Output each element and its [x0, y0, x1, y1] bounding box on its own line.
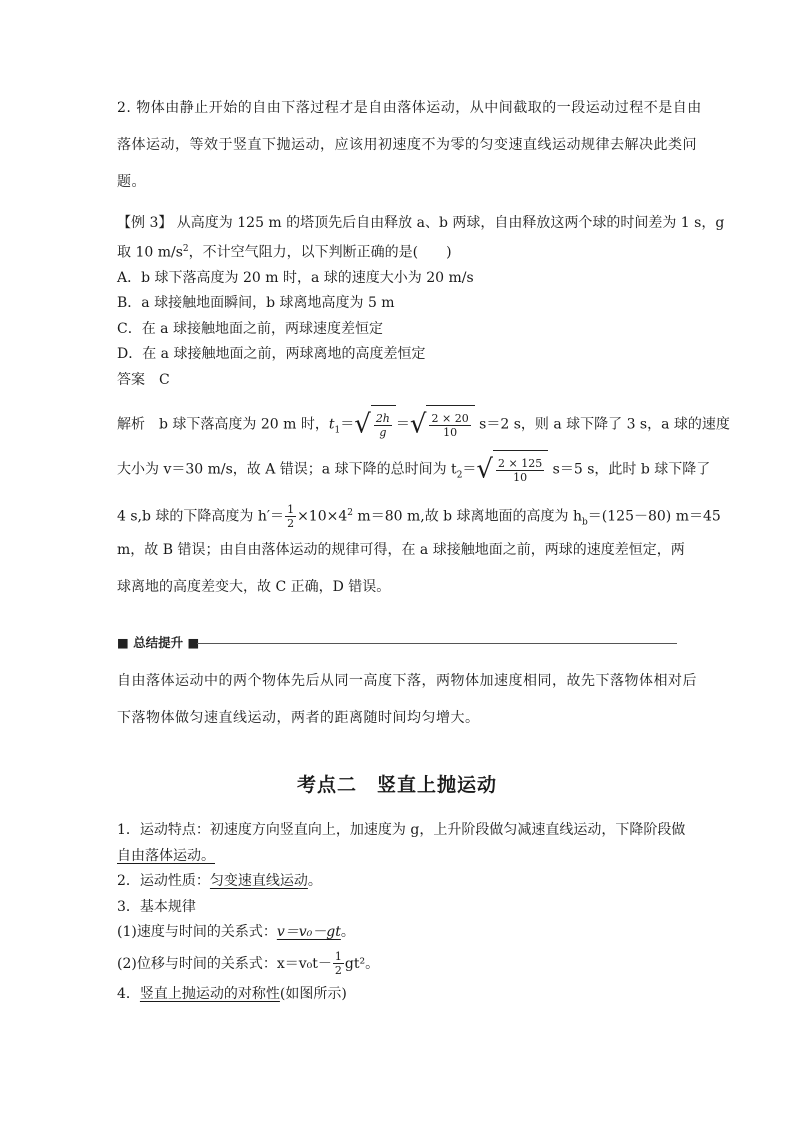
point-4: 4．竖直上抛运动的对称性(如图所示) — [117, 985, 347, 1002]
solution-line-5: 球离地的高度差变大，故 C 正确，D 错误。 — [117, 579, 391, 595]
section-title: 考点二 竖直上抛运动 — [296, 774, 497, 796]
point-1-line-2: 自由落体运动。 — [117, 847, 215, 864]
example-3 — [117, 211, 725, 393]
option-a: A．b 球下落高度为 20 m 时，a 球的速度大小为 20 m/s — [117, 269, 474, 286]
sqrt-2h-over-g: √ $\frac{2h}{g}$ — [354, 405, 396, 444]
option-d: D．在 a 球接触地面之前，两球离地的高度差恒定 — [117, 346, 426, 363]
summary-divider — [197, 643, 677, 644]
point-2: 2．运动性质：匀变速直线运动。 — [117, 873, 322, 889]
solution — [117, 405, 730, 606]
note-2 — [117, 90, 702, 201]
summary-header — [117, 633, 677, 653]
example-question-line-2: 取 10 $m/s^2$，不计空气阻力，以下判断正确的是( ) — [117, 243, 452, 261]
solution-line-3: 4 s,b 球的下降高度为 h′＝ $\frac{1}{2}$ $\times 10\times 4^2$ m＝80 m,故 b 球离地面的高度为 $h_b=(125-80)$ m＝45 — [117, 503, 721, 531]
point-3-1: (1)速度与时间的关系式：v＝v₀－gt。 — [117, 924, 355, 940]
point-3: 3．基本规律 — [117, 898, 196, 915]
example-question-line-1: 【例 3】 从高度为 125 m 的塔顶先后自由释放 a、b 两球，自由释放这两个球的时间差为 1 s，g — [117, 215, 725, 231]
solution-line-2: 大小为 v＝30 m/s，故 A 错误；a 球下降的总时间为 $t_2=√$ $\frac{2 \times 125}{10}$ s＝5 s，此时 b 球下降了 — [117, 450, 677, 487]
note-2-line-2: 落体运动，等效于竖直下抛运动，应该用初速度不为零的匀变速直线运动规律去解决此类问 — [117, 137, 697, 153]
summary-line-1: 自由落体运动中的两个物体先后从同一高度下落，两物体加速度相同，故先下落物体相对后 — [117, 673, 697, 689]
sqrt-2x125-over-10: √ $\frac{2 \times 125}{10}$ — [476, 450, 548, 489]
option-b: B．a 球接触地面瞬间，b 球离地高度为 5 m — [117, 295, 395, 312]
sqrt-2x20-over-10: √ $\frac{2 \times 20}{10}$ — [410, 405, 475, 444]
summary-text — [117, 663, 697, 737]
point-1-line-1: 1．运动特点：初速度方向竖直向上，加速度为 g，上升阶段做匀减速直线运动，下降阶段做 — [117, 822, 686, 838]
solution-line-4: m，故 B 错误；由自由落体运动的规律可得，在 a 球接触地面之前，两球的速度差恒定，两 — [117, 542, 685, 558]
option-c: C．在 a 球接触地面之前，两球速度差恒定 — [117, 320, 383, 337]
note-2-line-3: 题。 — [117, 174, 146, 190]
solution-line-1: 解析 b 球下落高度为 20 m 时，$t_1=√$ $\frac{2h}{g}$ ＝√ $\frac{2 \times 20}{10}$ s＝2 s，则 a 球下降了 3 s，a 球的速度 — [117, 405, 677, 442]
point-3-2: (2)位移与时间的关系式：x＝v₀t－ $\frac{1}{2}$ gt²。 — [117, 950, 380, 977]
summary-line-2: 下落物体做匀速直线运动，两者的距离随时间均匀增大。 — [117, 710, 480, 726]
summary-label: ■ 总结提升 ■ — [117, 635, 200, 650]
section-points — [117, 818, 686, 1007]
note-2-line-1: 2. 物体由静止开始的自由下落过程才是自由落体运动，从中间截取的一段运动过程不是自由 — [117, 100, 702, 116]
answer: 答案 C — [117, 371, 170, 388]
